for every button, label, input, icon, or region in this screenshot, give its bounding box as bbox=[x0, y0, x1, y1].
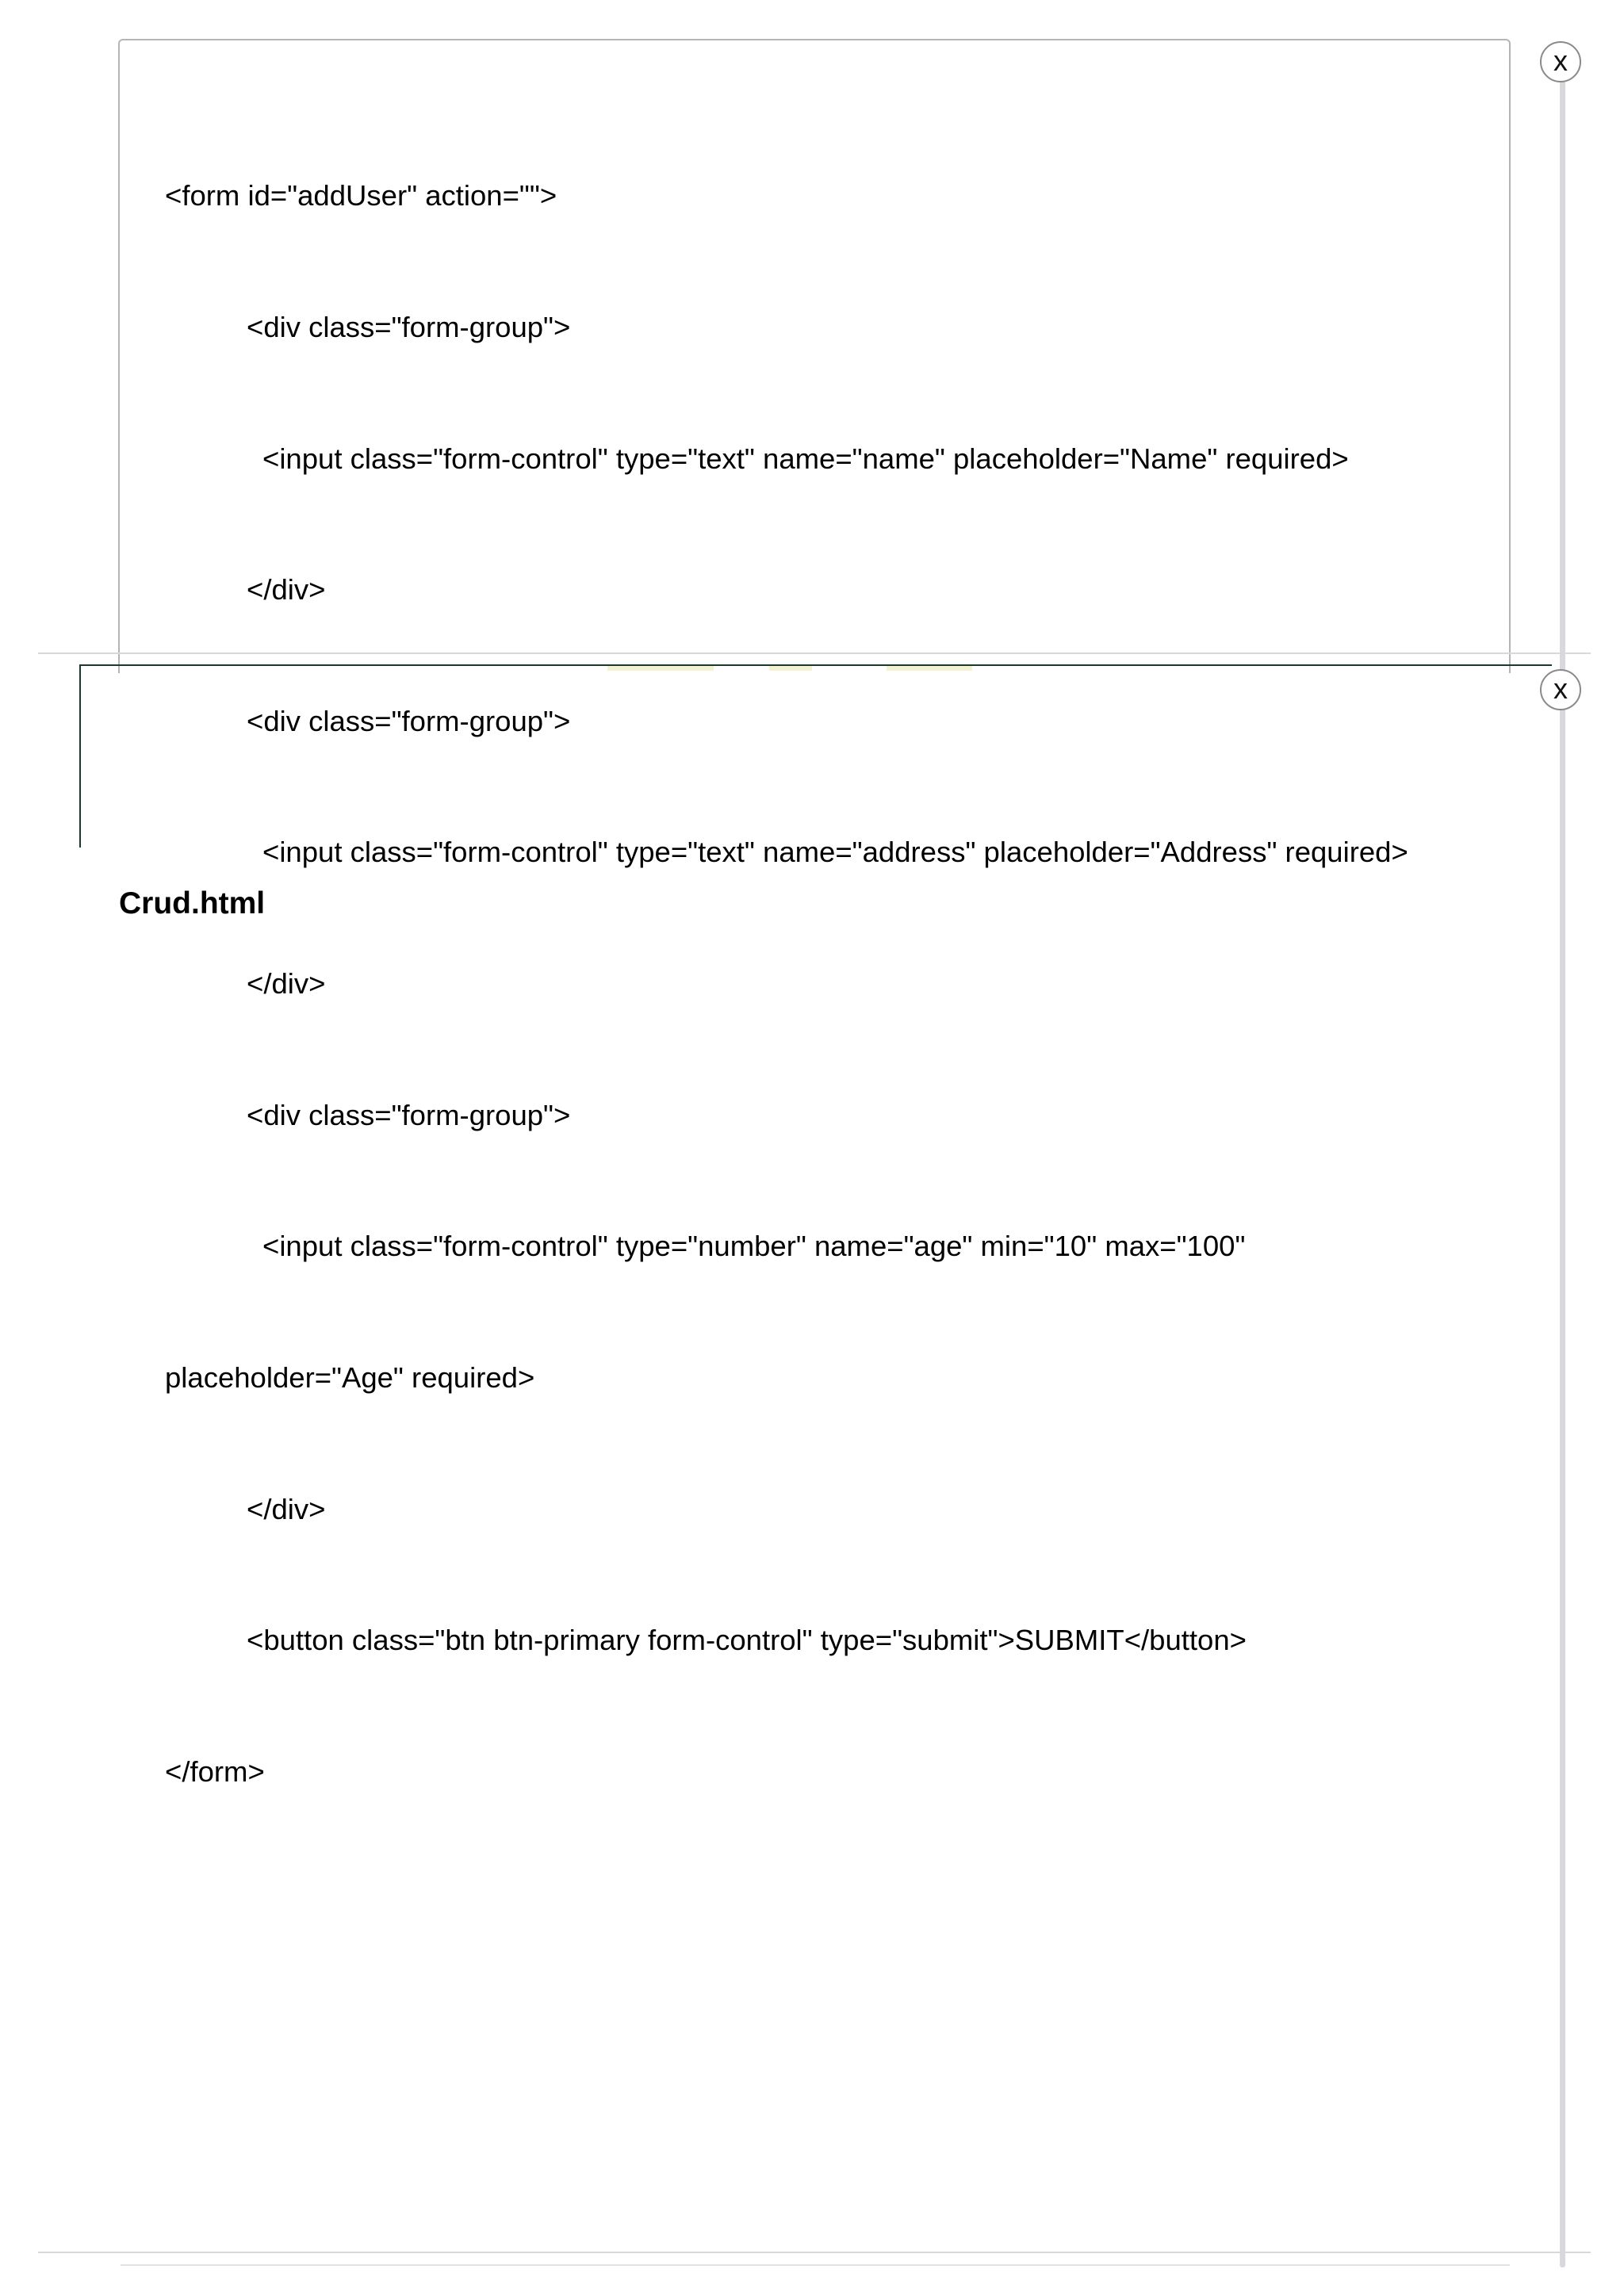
footer-divider bbox=[121, 2264, 1510, 2266]
file-title: Crud.html bbox=[119, 886, 266, 920]
vertical-scrollbar[interactable] bbox=[1560, 48, 1565, 2267]
close-icon[interactable]: x bbox=[1540, 41, 1581, 82]
code-line: <input class="form-control" type="text" name="name" placeholder="Name" required> bbox=[262, 442, 1349, 475]
code-line: <div class="form-group"> bbox=[247, 311, 571, 344]
preview-highlight bbox=[769, 666, 812, 671]
code-line: <input class="form-control" type="text" name="address" placeholder="Address" required> bbox=[262, 836, 1408, 869]
code-line: <input class="form-control" type="number" name="age" min="10" max="100" bbox=[262, 1230, 1246, 1263]
preview-highlight bbox=[887, 666, 972, 671]
close-icon[interactable]: x bbox=[1540, 669, 1581, 710]
code-line: <div class="form-group"> bbox=[247, 1098, 571, 1131]
code-line: placeholder="Age" required> bbox=[165, 1360, 535, 1394]
code-line: <div class="form-group"> bbox=[247, 704, 571, 737]
embedded-preview-frame bbox=[79, 664, 1552, 848]
code-lines bbox=[165, 86, 1408, 1881]
code-line: <button class="btn btn-primary form-control" type="submit">SUBMIT</button> bbox=[247, 1624, 1247, 1657]
section-divider bbox=[38, 652, 1591, 654]
code-line: </div> bbox=[247, 573, 326, 607]
page-bottom-divider bbox=[38, 2252, 1591, 2253]
code-line: </div> bbox=[247, 967, 326, 1001]
code-line: </form> bbox=[165, 1755, 265, 1788]
preview-highlight bbox=[607, 666, 714, 671]
code-line: </div> bbox=[247, 1492, 326, 1525]
code-line: <form id="addUser" action=""> bbox=[165, 179, 557, 212]
